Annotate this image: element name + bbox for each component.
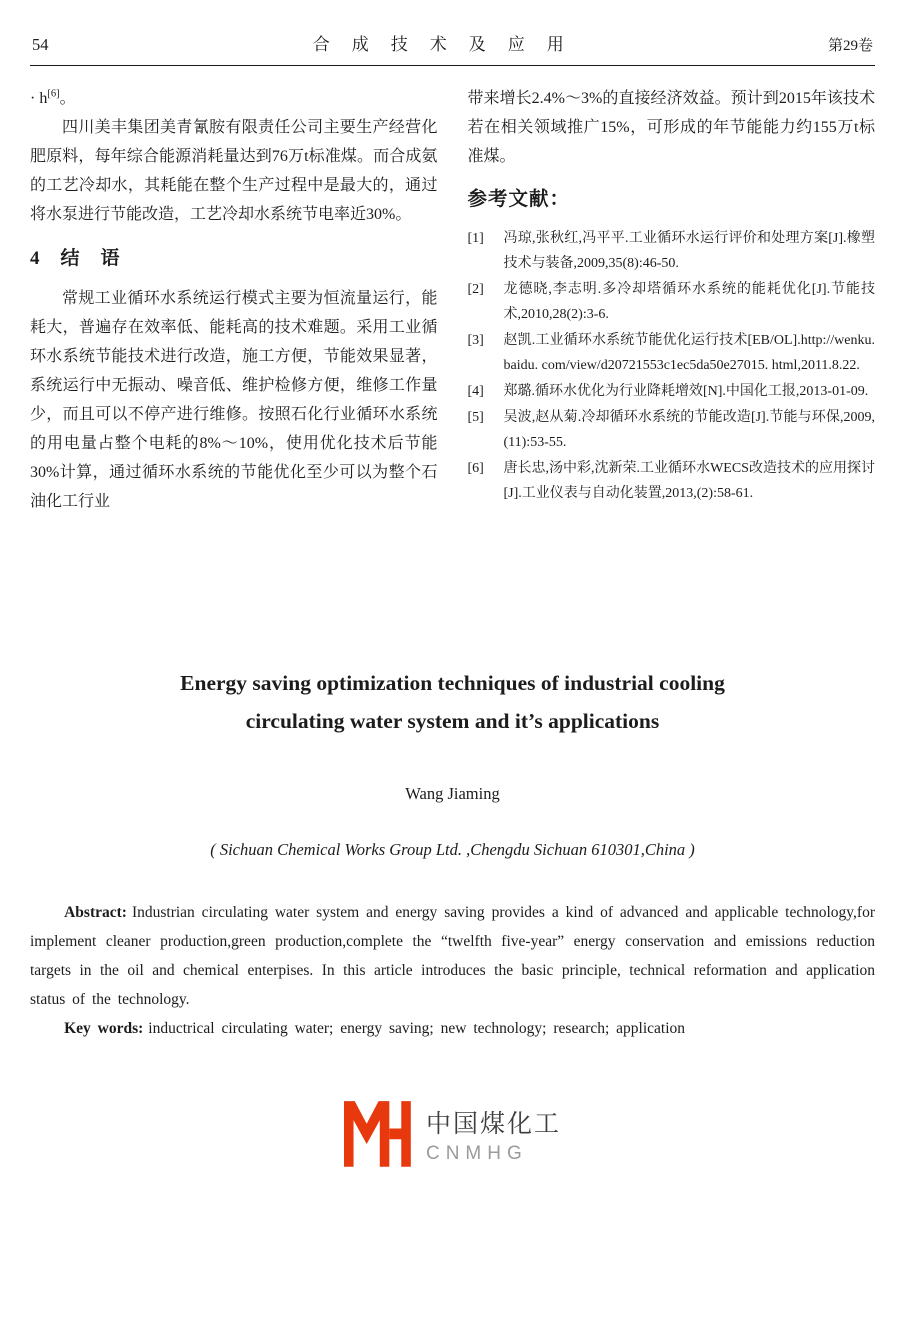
page-number: 54 (32, 35, 49, 54)
paragraph-conclusion: 常规工业循环水系统运行模式主要为恒流量运行，能耗大，普遍存在效率低、能耗高的技术难题。采用工业循环水系统节能技术进行改造，施工方便，节能效果显著，系统运行中无振动、噪音低、维护检修方便，维修工作量少，而且可以不停产进行维修。按照石化行业循环水系统的用电量占整个电耗的8%～10%，使用优化技术后节能30%计算，通过循环水系统的节能优化至少可以为整个石油化工行业 (30, 290, 438, 510)
fragment-text: · h (30, 90, 48, 107)
article-body (30, 84, 875, 516)
affiliation: ( Sichuan Chemical Works Group Ltd. ,Chengdu Sichuan 610301,China ) (210, 840, 695, 859)
citation-superscript: [6] (47, 88, 60, 100)
reference-marker: [1] (467, 231, 484, 246)
reference-item (468, 277, 876, 327)
brand-abbreviation: CNMHG (425, 1143, 528, 1164)
brand-name: 中国煤化工 (425, 1110, 561, 1138)
reference-text: 唐长忠,汤中彩,沈新荣.工业循环水WECS改造技术的应用探讨[J].工业仪表与自动化装置,2013,(2):58-61. (503, 461, 875, 501)
english-title-line1: Energy saving optimization techniques of industrial cooling (180, 671, 725, 695)
keywords-line (30, 1014, 875, 1043)
reference-text: 龙德晓,李志明.多冷却塔循环水系统的能耗优化[J].节能技术,2010,28(2):3-6. (503, 282, 875, 322)
reference-item (468, 456, 876, 506)
english-section (30, 664, 875, 1043)
paragraph-continuation: 带来增长2.4%～3%的直接经济效益。预计到2015年该技术若在相关领域推广15%，可形成的年节能能力约155万t标准煤。 (467, 90, 875, 165)
reference-marker: [5] (467, 410, 484, 425)
page-header (30, 30, 875, 65)
english-title-line2: circulating water system and it’s applications (245, 709, 660, 733)
reference-item (468, 328, 876, 378)
reference-marker: [3] (467, 333, 484, 348)
brand-text (426, 1104, 561, 1165)
keywords-label: Key words: (64, 1020, 144, 1037)
reference-item (468, 226, 876, 276)
abstract-label: Abstract: (64, 904, 127, 921)
abstract-text: Industrian circulating water system and energy saving provides a kind of advanced and applicable technology,for implement cleaner production,green production,complete the “twelfth five-year” energy conservation and emissions reduction targets in the oil and chemical enterpises. In this article introduces the basic principle, technical reformation and application status of the technology. (30, 904, 875, 1008)
left-column (30, 84, 438, 516)
references-heading: 参考文献： (467, 189, 571, 210)
reference-item (468, 379, 876, 404)
right-column (468, 84, 876, 516)
reference-text: 郑璐.循环水优化为行业降耗增效[N].中国化工报,2013-01-09. (503, 384, 869, 399)
reference-text: 吴波,赵从菊.冷却循环水系统的节能改造[J].节能与环保,2009,(11):53-55. (503, 410, 875, 450)
reference-text: 冯琼,张秋红,冯平平.工业循环水运行评价和处理方案[J].橡塑技术与装备,2009,35(8):46-50. (503, 231, 875, 271)
reference-text: 赵凯.工业循环水系统节能优化运行技术[EB/OL].http://wenku. baidu. com/view/d20721553c1ec5da50e27015. html,2011.8.22. (503, 333, 875, 373)
author-name: Wang Jiaming (405, 784, 500, 803)
paragraph-fragment (30, 84, 438, 113)
abstract-paragraph (30, 898, 875, 1014)
header-divider (30, 65, 875, 66)
brand-footer (30, 1101, 875, 1168)
reference-marker: [6] (467, 461, 484, 476)
volume-label: 第29卷 (827, 38, 873, 54)
abstract-block (30, 898, 875, 1043)
paragraph-company: 四川美丰集团美青氰胺有限责任公司主要生产经营化肥原料，每年综合能源消耗量达到76万t标准煤。而合成氨的工艺冷却水，其耗能在整个生产过程中是最大的，通过将水泵进行节能改造，工艺冷却水系统节电率近30%。 (30, 119, 438, 223)
brand-logo-icon (344, 1101, 412, 1168)
section-heading-conclusion: 4 结 语 (30, 248, 121, 269)
reference-marker: [2] (467, 282, 484, 297)
english-title (30, 664, 875, 740)
reference-marker: [4] (467, 384, 484, 399)
keywords-text: inductrical circulating water; energy saving; new technology; research; application (148, 1020, 686, 1037)
fragment-period: 。 (59, 90, 76, 107)
reference-item (468, 405, 876, 455)
journal-title: 合成技术及应用 (312, 35, 586, 54)
